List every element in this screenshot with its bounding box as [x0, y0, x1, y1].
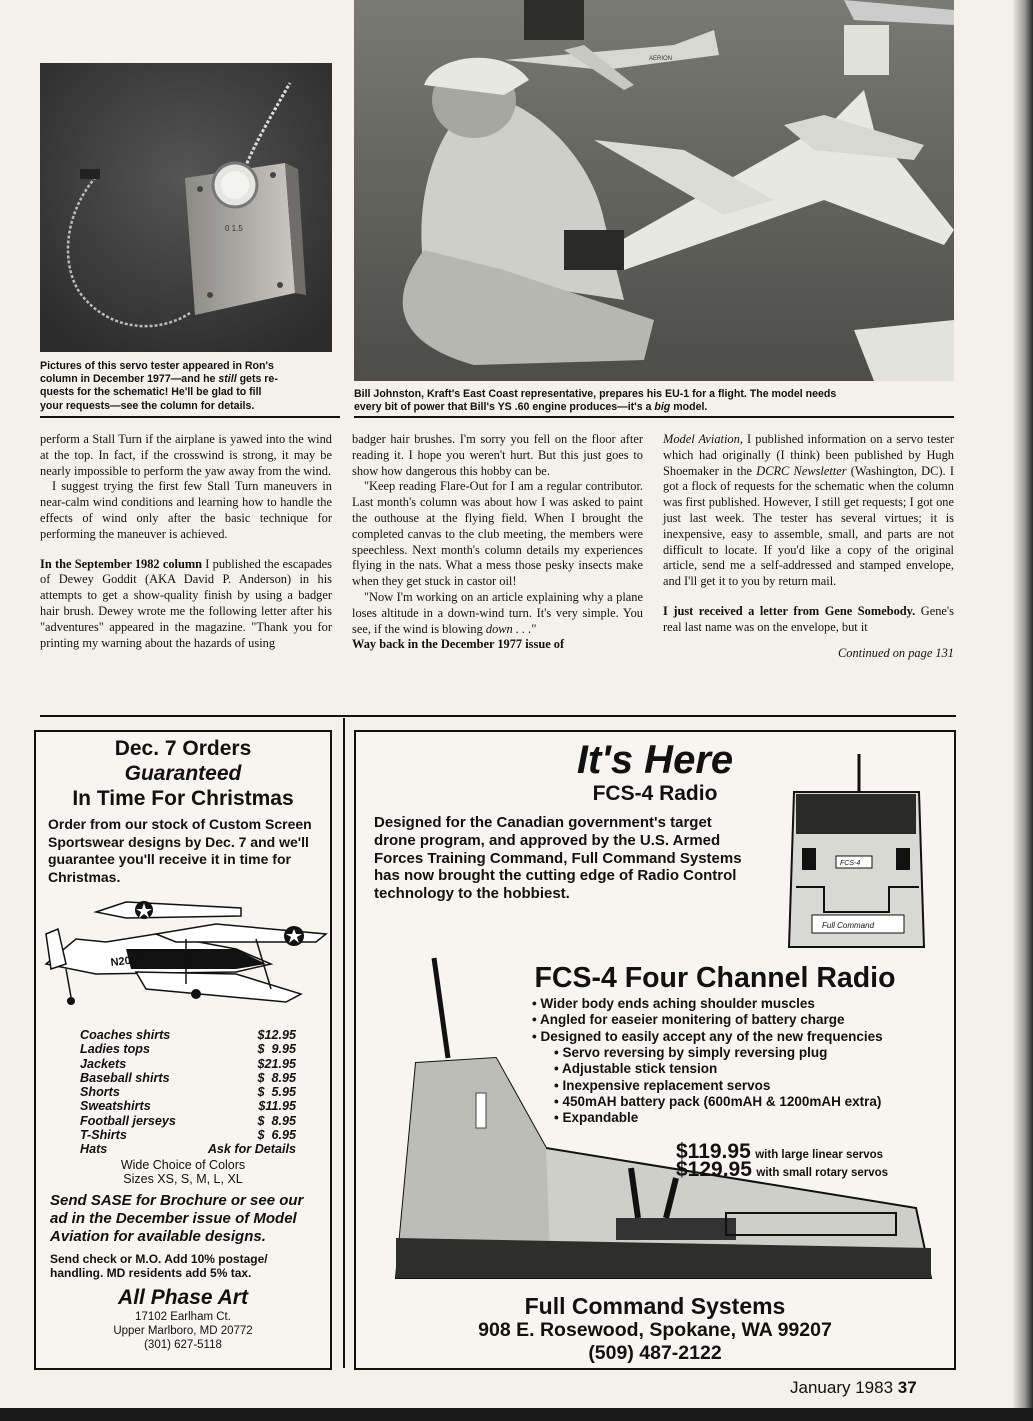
feature-item: • Inexpensive replacement servos	[554, 1078, 952, 1094]
col3-p1-italic2: DCRC Newsletter	[756, 463, 847, 478]
price-value: $12.95	[257, 1028, 296, 1042]
col2-p3-end: "	[531, 621, 537, 636]
price-value: $11.95	[258, 1099, 296, 1114]
transmitter-small-image	[784, 752, 934, 962]
price-row	[80, 1028, 296, 1042]
left-caption-line4: your requests—see the column for details.	[40, 399, 255, 412]
all-phase-art-ad	[34, 730, 332, 1370]
price-item: Ladies tops	[80, 1042, 150, 1057]
left-caption-line1: Pictures of this servo tester appeared in Ron's	[40, 360, 274, 372]
price1-note: with large linear servos	[755, 1149, 884, 1161]
right-caption-line2b: model.	[670, 401, 708, 414]
feature-item: • Designed to easily accept any of the new frequencies	[532, 1029, 952, 1045]
col3-p1-a: I published information on a servo tester which had originally (I think) been published by Hugh Shoemaker in the	[663, 432, 954, 478]
article-column-2	[352, 432, 643, 653]
feature-item: • Adjustable stick tension	[554, 1061, 952, 1077]
page-edge	[1012, 0, 1033, 1421]
col2-p3	[352, 590, 643, 637]
price-value: $ 5.95	[257, 1085, 296, 1100]
price-value: $ 8.95	[257, 1070, 296, 1085]
price-item: Football jerseys	[80, 1113, 176, 1128]
biplane-registration: N2065	[110, 953, 144, 969]
col1-p3-rest: I published the escapades of Dewey Goddit (AKA David P. Anderson) in his attempts to get a show-quality finish by using a badger hair brush. Dewey wrote me the following letter after his "adventures" appeared in the magazine. "Thank you for printing my warning about the hazards of using	[40, 556, 332, 650]
right-caption-italic: big	[654, 401, 671, 414]
ad2-intro: Designed for the Canadian government's target drone program, and approved by the U.S. Armed Forces Training Command, Full Command Systems has now brought the cutting edge of Radio Control technology to the hobbiest.	[374, 814, 742, 903]
price2-note: with small rotary servos	[756, 1167, 889, 1179]
price-value: $ 6.95	[257, 1128, 296, 1143]
price-row	[80, 1071, 296, 1085]
price-row	[80, 1114, 296, 1128]
servo-dial-text: 0 1.5	[225, 224, 243, 233]
feature-item: • Wider body ends aching shoulder muscles	[532, 996, 952, 1012]
price-item: T-Shirts	[80, 1128, 127, 1143]
col1-p2: I suggest trying the first few Stall Turn maneuvers in near-calm wind conditions and learning how to handle the effects of wind only after the basic technique for performing the maneuver is achieved.	[40, 479, 332, 541]
left-caption-line2: column in December 1977—and he	[40, 373, 219, 386]
transmitter-large-image	[376, 948, 936, 1298]
article-bottom-rule	[40, 715, 956, 717]
col3-p2-bold: I just received a letter from Gene Somebody.	[663, 603, 916, 618]
ad2-company: Full Command Systems	[524, 1293, 786, 1319]
price-item: Hats	[80, 1142, 108, 1157]
biplane-illustration	[36, 894, 330, 1022]
col2-p1: badger hair brushes. I'm sorry you fell on the floor after reading it. I hope you weren't hurt. But this just goes to show how dangerous this hobby can be.	[352, 432, 643, 478]
ad1-sizes: Sizes XS, S, M, L, XL	[123, 1172, 243, 1187]
caption-rule-right	[354, 416, 954, 418]
tx-small-label: FCS-4	[840, 860, 861, 867]
col3-p1	[663, 432, 954, 590]
price-value: Ask for Details	[207, 1142, 296, 1157]
page-number: 37	[897, 1378, 917, 1397]
price-item: Shorts	[80, 1085, 120, 1100]
feature-item: • Angled for easeier monitering of battery charge	[532, 1012, 952, 1028]
page-footer	[790, 1378, 917, 1398]
ad1-colors: Wide Choice of Colors	[120, 1157, 246, 1172]
ad2-price2	[676, 1158, 888, 1182]
ad2-subhead: FCS-4 Radio	[592, 782, 718, 805]
price-row	[80, 1085, 296, 1099]
price-row	[80, 1099, 296, 1113]
feature-item: • Expandable	[554, 1110, 952, 1126]
continued-on-page: Continued on page 131	[838, 645, 954, 660]
ad2-title: FCS-4 Four Channel Radio	[534, 962, 896, 994]
ad1-company: All Phase Art	[118, 1285, 248, 1309]
col1-p3-bold: In the September 1982 column	[40, 556, 203, 571]
ad1-headline1: Dec. 7 Orders	[114, 737, 252, 760]
price-row	[80, 1142, 296, 1156]
caption-rule-left	[40, 416, 340, 418]
col3-p1-italic: Model Aviation,	[663, 432, 743, 446]
ad2-phone: (509) 487-2122	[588, 1342, 722, 1364]
price-row	[80, 1057, 296, 1071]
full-command-systems-ad	[354, 730, 956, 1370]
ad1-addr2: Upper Marlboro, MD 20772	[113, 1324, 253, 1337]
ad2-headline: It's Here	[576, 738, 734, 782]
right-photo-caption	[354, 388, 959, 414]
ad1-intro: Order from our stock of Custom Screen Sportswear designs by Dec. 7 and we'll guarantee you'll receive it in time for Christmas.	[48, 816, 312, 885]
ad1-headline3: In Time For Christmas	[72, 787, 294, 810]
col3-p2-rest: Gene's real last name was on the envelope, but it	[663, 603, 954, 634]
left-caption-line3: quests for the schematic! He'll be glad to fill	[40, 386, 262, 399]
article-column-3	[663, 432, 954, 661]
plane-tail-text: AERION	[649, 56, 673, 62]
ad1-phone: (301) 627-5118	[144, 1338, 222, 1351]
right-caption-line2a: every bit of power that Bill's YS .60 engine produces—it's a	[354, 401, 655, 414]
price-value: $ 8.95	[257, 1113, 296, 1128]
left-caption-line2-tail: gets re-	[236, 373, 278, 386]
ad-divider-vertical	[343, 718, 345, 1368]
price-item: Sweatshirts	[80, 1099, 151, 1114]
ad2-address: 908 E. Rosewood, Spokane, WA 99207	[478, 1319, 832, 1341]
ad1-headline2: Guaranteed	[124, 762, 242, 785]
price1: $119.95	[676, 1140, 751, 1163]
article-column-1	[40, 432, 332, 651]
col2-p2: "Keep reading Flare-Out for I am a regular contributor. Last month's column was about how I was asked to paint the outhouse at the flying field. When I brought the completed canvas to the club meeting, the members were speechless. Next month's column details my experiences flying in the nats. What a mess those pesky insects make when they get stuck in castor oil!	[352, 479, 643, 589]
left-caption-italic: still	[218, 373, 237, 386]
col2-p3-italic: down . . .	[485, 621, 532, 636]
price-value: $21.95	[257, 1056, 296, 1071]
col2-p3-text: "Now I'm working on an article explaining why a plane loses altitude in a down-wind turn. It's very simple. You see, if the wind is blowing	[352, 589, 643, 636]
col3-p1-b: (Washington, DC). I got a flock of requests for the schematic when the column was first published. However, I still get requests; I got one just last week. The tester has several virtues; it is inexpensive, easy to assemble, small, and parts are not difficult to locate. If you'd like a copy of the original article, send me a self-addressed and stamped envelope, and I'll get it to you by return mail.	[663, 463, 954, 589]
col1-p1: perform a Stall Turn if the airplane is yawed into the wind at the top. In fact, if the crosswind is strong, it may be nearly impossible to perform the yaw away from the wind.	[40, 432, 332, 478]
issue-date: January 1983	[790, 1378, 894, 1397]
price-list	[80, 1028, 296, 1157]
col3-p2	[663, 604, 954, 636]
feature-item: • Servo reversing by simply reversing plug	[554, 1045, 952, 1061]
page-bottom-edge	[0, 1408, 1033, 1421]
servo-tester-photo	[40, 63, 332, 352]
right-caption-line1: Bill Johnston, Kraft's East Coast representative, prepares his EU-1 for a flight. The model needs	[354, 388, 837, 400]
col2-p4-bold: Way back in the December 1977 issue of	[352, 637, 565, 652]
tx-small-brand: Full Command	[822, 921, 875, 930]
feature-item: • 450mAH battery pack (600mAH & 1200mAH extra)	[554, 1094, 952, 1110]
ad1-sase: Send SASE for Brochure or see our ad in the December issue of Model Aviation for available designs.	[50, 1191, 304, 1245]
bill-johnston-photo	[354, 0, 954, 381]
price-row	[80, 1042, 296, 1056]
price2: $129.95	[676, 1158, 752, 1181]
price-row	[80, 1128, 296, 1142]
left-photo-caption	[40, 360, 340, 413]
ad1-addr1: 17102 Earlham Ct.	[135, 1310, 231, 1323]
col2-p4	[352, 637, 643, 653]
col1-p3	[40, 557, 332, 652]
price-item: Baseball shirts	[80, 1070, 170, 1085]
price-value: $ 9.95	[257, 1042, 296, 1057]
ad1-check: Send check or M.O. Add 10% postage/ handling. MD residents add 5% tax.	[50, 1251, 268, 1280]
price-item: Jackets	[80, 1056, 127, 1071]
price-item: Coaches shirts	[80, 1028, 171, 1042]
